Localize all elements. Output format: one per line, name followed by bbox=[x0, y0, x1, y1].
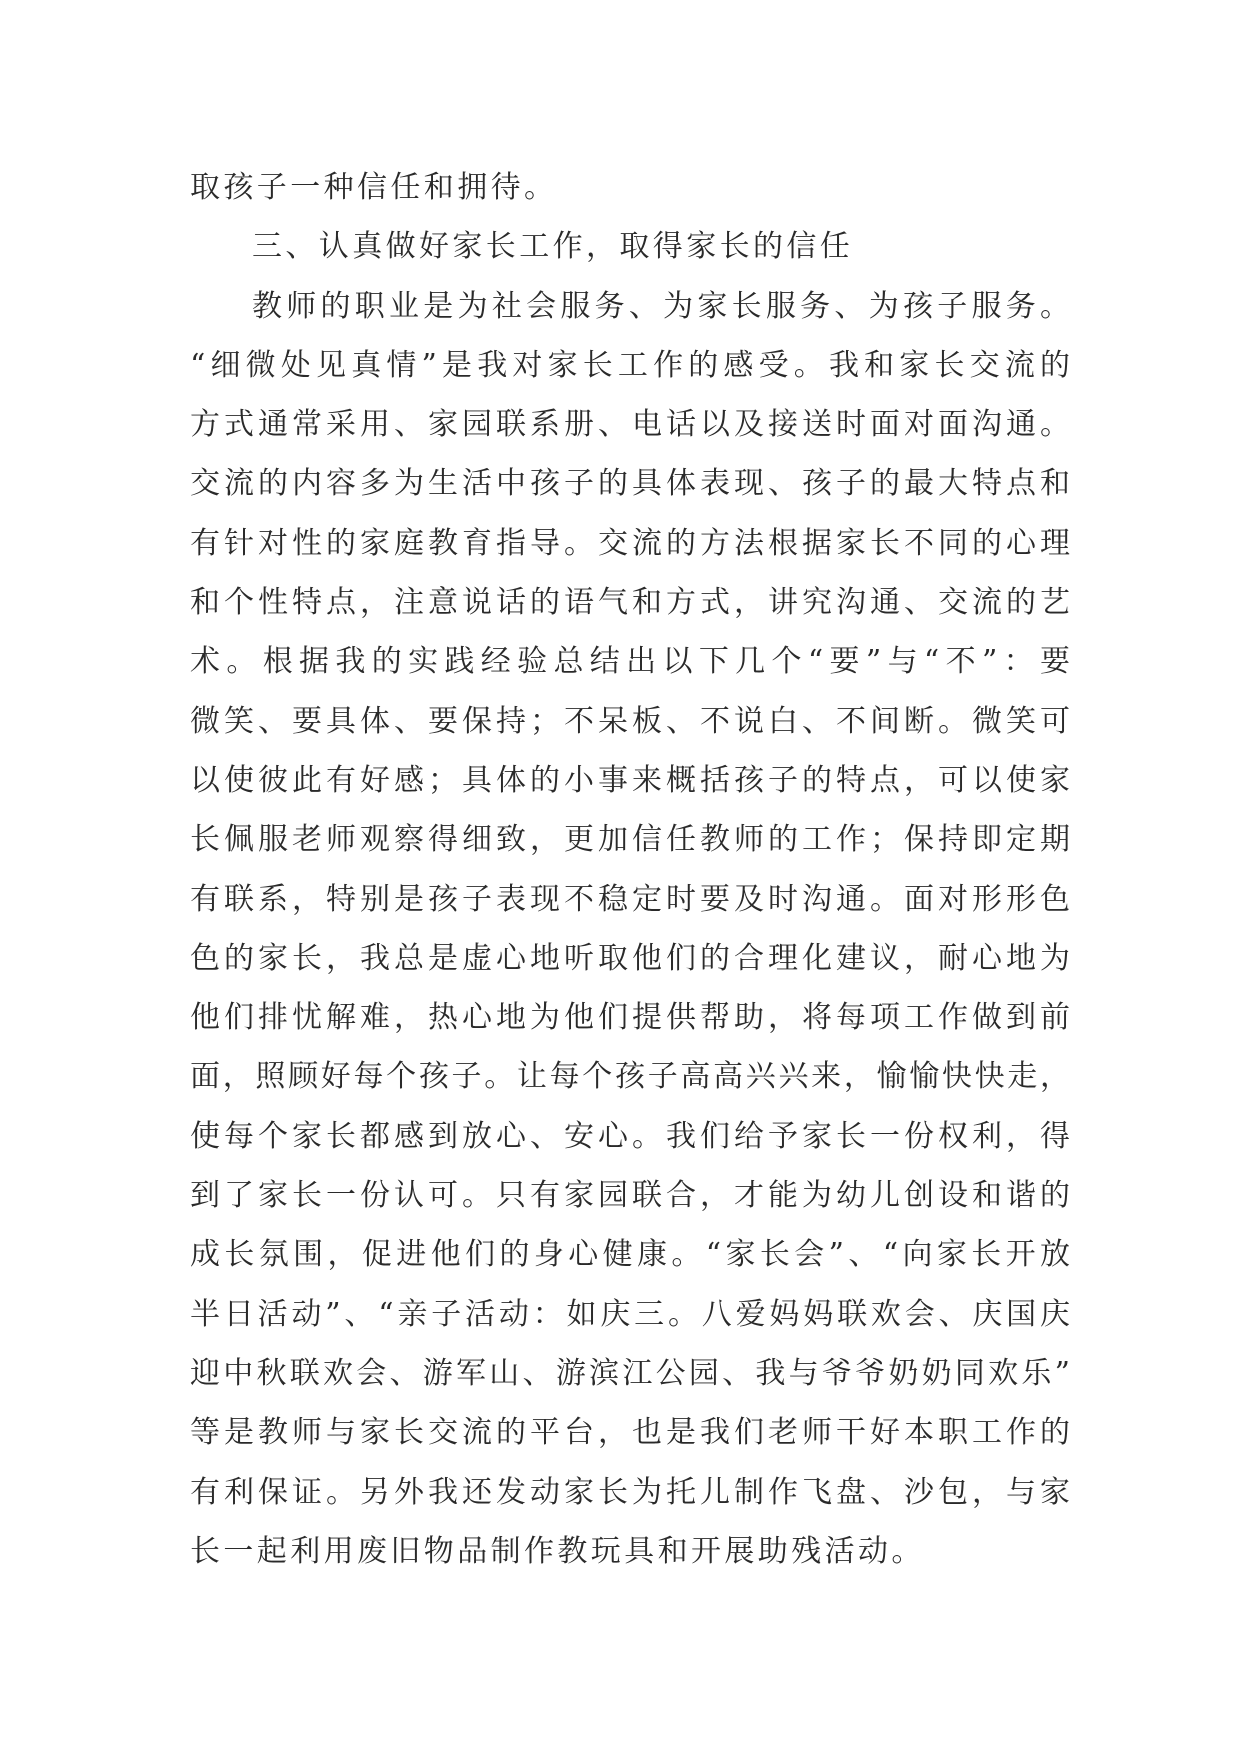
text-line: 面，照顾好每个孩子。让每个孩子高高兴兴来，愉愉快快走， bbox=[190, 1059, 1070, 1095]
text-line: 有利保证。另外我还发动家长为托儿制作飞盘、沙包，与家 bbox=[190, 1474, 1070, 1510]
text-line: 和个性特点，注意说话的语气和方式，讲究沟通、交流的艺 bbox=[190, 585, 1070, 621]
text-line: 他们排忧解难，热心地为他们提供帮助，将每项工作做到前 bbox=[190, 1000, 1070, 1036]
text-line: 长一起利用废旧物品制作教玩具和开展助残活动。 bbox=[190, 1533, 925, 1569]
text-line: 使每个家长都感到放心、安心。我们给予家长一份权利，得 bbox=[190, 1118, 1070, 1154]
text-line: 半日活动”、“亲子活动：如庆三。八爱妈妈联欢会、庆国庆 bbox=[190, 1296, 1070, 1332]
text-line: 长佩服老师观察得细致，更加信任教师的工作；保持即定期 bbox=[190, 822, 1070, 858]
text-line: 有联系，特别是孩子表现不稳定时要及时沟通。面对形形色 bbox=[190, 881, 1070, 917]
text-line: 教师的职业是为社会服务、为家长服务、为孩子服务。 bbox=[252, 288, 1070, 324]
text-line: 方式通常采用、家园联系册、电话以及接送时面对面沟通。 bbox=[190, 407, 1070, 443]
text-line: 术。根据我的实践经验总结出以下几个“要”与“不”：要 bbox=[190, 644, 1070, 680]
text-line: 微笑、要具体、要保持；不呆板、不说白、不间断。微笑可 bbox=[190, 703, 1070, 739]
text-line: 交流的内容多为生活中孩子的具体表现、孩子的最大特点和 bbox=[190, 466, 1070, 502]
section-heading: 三、认真做好家长工作，取得家长的信任 bbox=[252, 229, 854, 265]
text-line: 以使彼此有好感；具体的小事来概括孩子的特点，可以使家 bbox=[190, 762, 1070, 798]
text-line: 迎中秋联欢会、游军山、游滨江公园、我与爷爷奶奶同欢乐” bbox=[190, 1355, 1070, 1391]
text-line: 色的家长，我总是虚心地听取他们的合理化建议，耐心地为 bbox=[190, 940, 1070, 976]
text-line: 取孩子一种信任和拥待。 bbox=[190, 170, 558, 205]
document-body bbox=[190, 158, 1070, 1581]
text-line: “细微处见真情”是我对家长工作的感受。我和家长交流的 bbox=[190, 347, 1070, 383]
text-line: 有针对性的家庭教育指导。交流的方法根据家长不同的心理 bbox=[190, 525, 1070, 561]
text-line: 到了家长一份认可。只有家园联合，才能为幼儿创设和谐的 bbox=[190, 1178, 1070, 1214]
text-line: 成长氛围，促进他们的身心健康。“家长会”、“向家长开放 bbox=[190, 1237, 1070, 1273]
text-line: 等是教师与家长交流的平台，也是我们老师干好本职工作的 bbox=[190, 1415, 1070, 1451]
